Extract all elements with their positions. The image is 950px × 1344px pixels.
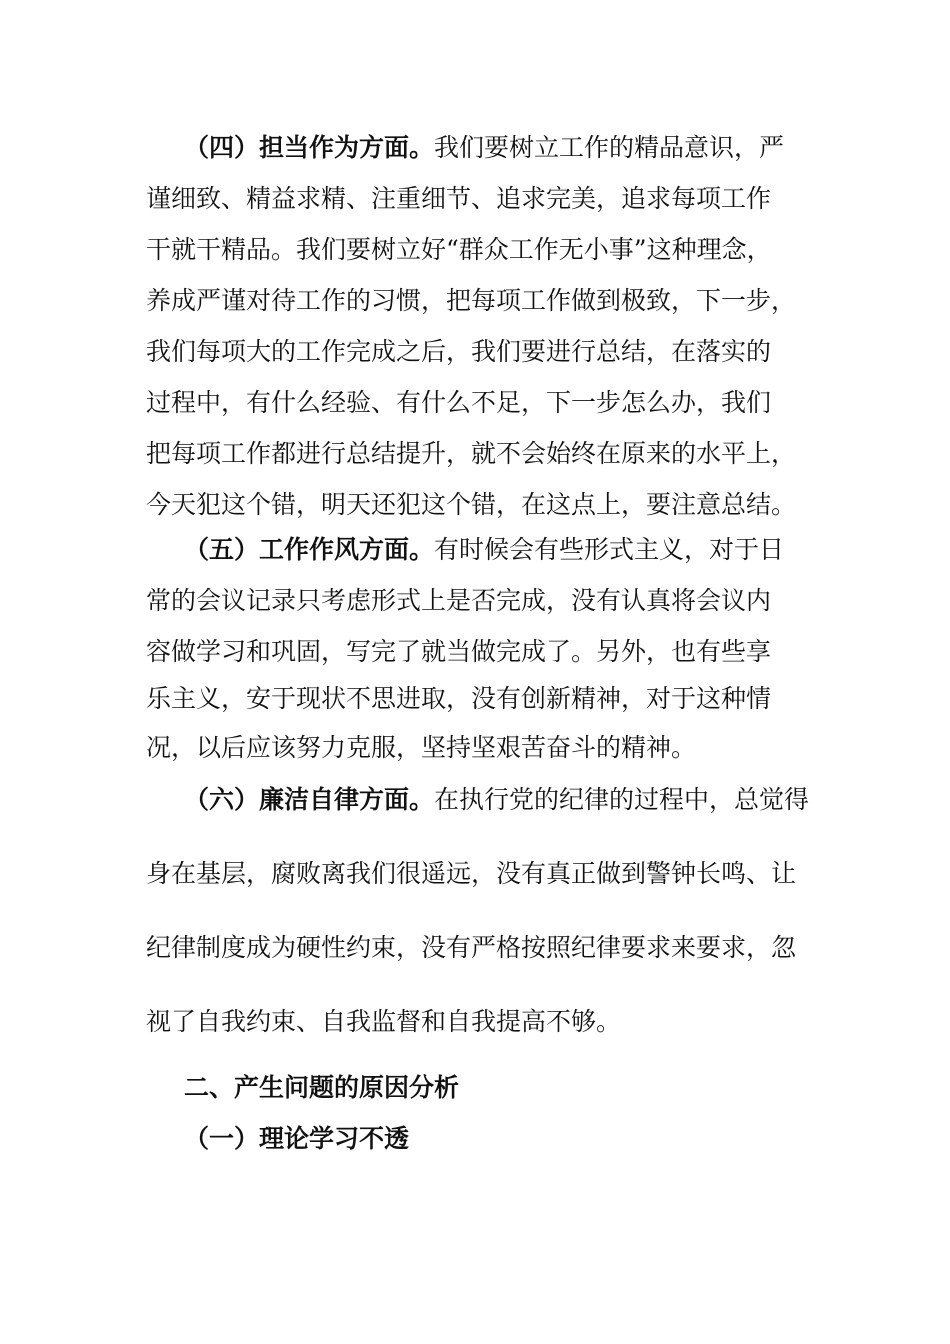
- paragraph-four-line-7: 把每项工作都进行总结提升，就不会始终在原来的水平上，: [146, 439, 797, 468]
- paragraph-five-line-2: 常的会议记录只考虑形式上是否完成，没有认真将会议内: [146, 586, 772, 615]
- paragraph-six-line-4: 视了自我约束、自我监督和自我提高不够。: [146, 1007, 622, 1036]
- paragraph-four-line-5: 我们每项大的工作完成之后，我们要进行总结，在落实的: [146, 337, 772, 366]
- paragraph-five-text-1: 有时候会有些形式主义，对于日: [434, 535, 785, 564]
- paragraph-five-line-5: 况，以后应该努力克服，坚持坚艰苦奋斗的精神。: [146, 733, 697, 762]
- paragraph-five-line-3: 容做学习和巩固，写完了就当做完成了。另外，也有些享: [146, 637, 772, 666]
- paragraph-five-line-4: 乐主义，安于现状不思进取，没有创新精神，对于这种情: [146, 684, 772, 713]
- paragraph-four-line-2: 谨细致、精益求精、注重细节、追求完美，追求每项工作: [146, 184, 772, 213]
- part-two-title: 二、产生问题的原因分析: [184, 1073, 460, 1102]
- section-six-heading: （六）廉洁自律方面。: [184, 785, 435, 814]
- section-four-heading: （四）担当作为方面。: [184, 133, 435, 162]
- paragraph-four-line-8: 今天犯这个错，明天还犯这个错，在这点上，要注意总结。: [146, 490, 797, 519]
- paragraph-four-line-1: [184, 131, 854, 165]
- paragraph-four-line-4: 养成严谨对待工作的习惯，把每项工作做到极致，下一步，: [146, 286, 797, 315]
- paragraph-four-line-3: 干就干精品。我们要树立好“群众工作无小事”这种理念，: [146, 235, 772, 264]
- paragraph-four-line-6: 过程中，有什么经验、有什么不足，下一步怎么办，我们: [146, 388, 772, 417]
- paragraph-six-text-1: 在执行党的纪律的过程中，总觉得: [434, 785, 810, 814]
- section-five-heading: （五）工作作风方面。: [184, 535, 435, 564]
- paragraph-four-text-1: 我们要树立工作的精品意识，严: [434, 133, 785, 162]
- part-two-subheading-one: （一）理论学习不透: [184, 1124, 410, 1153]
- paragraph-six-line-3: 纪律制度成为硬性约束，没有严格按照纪律要求来要求，忽: [146, 933, 797, 962]
- paragraph-five-line-1: [184, 533, 854, 567]
- paragraph-six-line-1: [184, 783, 854, 817]
- paragraph-six-line-2: 身在基层，腐败离我们很遥远，没有真正做到警钟长鸣、让: [146, 859, 797, 888]
